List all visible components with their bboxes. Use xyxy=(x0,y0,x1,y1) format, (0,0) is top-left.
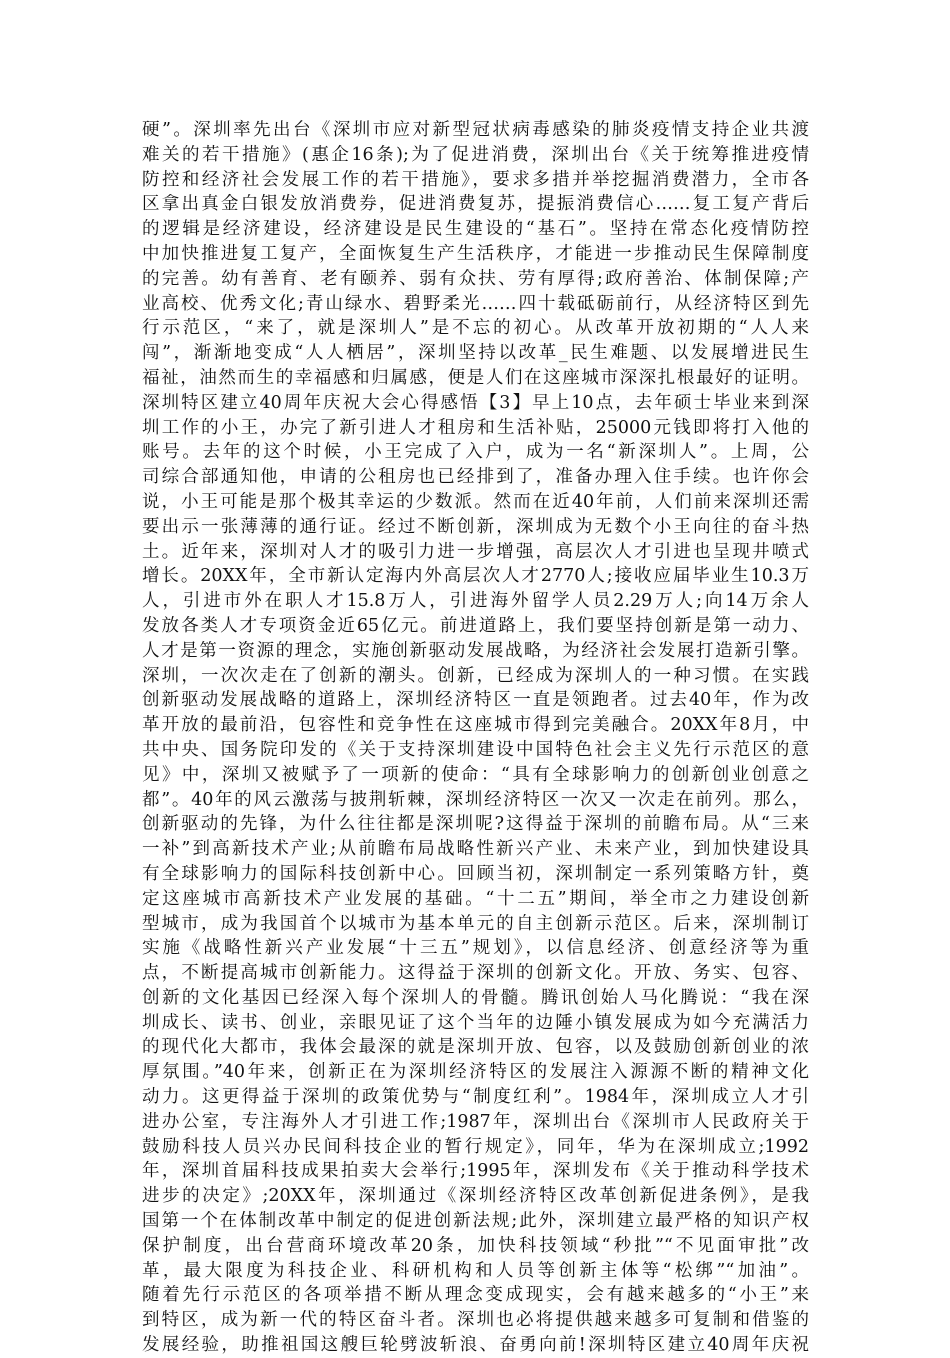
text-line: 中加快推进复工复产，全面恢复生产生活秩序，才能进一步推动民生保障制度 xyxy=(142,243,809,264)
text-line: 福祉，油然而生的幸福感和归属感，便是人们在这座城市深深扎根最好的证明。 xyxy=(142,367,809,388)
text-line: 防控和经济社会发展工作的若干措施》，要求多措并举挖掘消费潜力，全市各 xyxy=(142,169,809,190)
text-line: 进办公室，专注海外人才引进工作;1987年，深圳出台《深圳市人民政府关于 xyxy=(142,1111,809,1132)
text-line: 闯”，渐渐地变成“人人栖居”，深圳坚持以改革_民生难题、以发展增进民生 xyxy=(142,343,809,364)
text-line: 说，小王可能是那个极其幸运的少数派。然而在近40年前，人们前来深圳还需 xyxy=(142,491,809,512)
text-line: 见》中，深圳又被赋予了一项新的使命：“具有全球影响力的创新创业创意之 xyxy=(142,764,809,785)
text-line: 共中央、国务院印发的《关于支持深圳建设中国特色社会主义先行示范区的意 xyxy=(142,739,809,760)
text-line: 创新驱动的先锋，为什么往往都是深圳呢?这得益于深圳的前瞻布局。从“三来 xyxy=(142,814,809,835)
text-line: 人，引进市外在职人才15.8万人，引进海外留学人员2.29万人;向14万余人 xyxy=(142,591,809,612)
text-line: 进步的决定》;20XX年，深圳通过《深圳经济特区改革创新促进条例》，是我 xyxy=(142,1186,809,1207)
text-line: 革开放的最前沿，包容性和竞争性在这座城市得到完美融合。20XX年8月，中 xyxy=(142,715,809,736)
text-line: 动力。这更得益于深圳的政策优势与“制度红利”。1984年，深圳成立人才引 xyxy=(142,1087,809,1108)
text-line: 行示范区，“来了，就是深圳人”是不忘的初心。从改革开放初期的“人人来 xyxy=(142,318,809,339)
text-line: 深圳，一次次走在了创新的潮头。创新，已经成为深圳人的一种习惯。在实践 xyxy=(142,665,809,686)
text-line: 革，最大限度为科技企业、科研机构和人员等创新主体等“松绑”“加油”。 xyxy=(142,1260,809,1281)
text-line: 增长。20XX年，全市新认定海内外高层次人才2770人;接收应届毕业生10.3万 xyxy=(142,566,809,587)
text-line: 土。近年来，深圳对人才的吸引力进一步增强，高层次人才引进也呈现井喷式 xyxy=(142,541,809,562)
text-line: 圳工作的小王，办完了新引进人才租房和生活补贴，25000元钱即将打入他的 xyxy=(142,417,809,438)
text-line: 人才是第一资源的理念，实施创新驱动发展战略，为经济社会发展打造新引擎。 xyxy=(142,640,809,661)
text-line: 业高校、优秀文化;青山绿水、碧野柔光……四十载砥砺前行，从经济特区到先 xyxy=(142,293,809,314)
text-line: 点，不断提高城市创新能力。这得益于深圳的创新文化。开放、务实、包容、 xyxy=(142,963,809,984)
text-line: 都”。40年的风云激荡与披荆斩棘，深圳经济特区一次又一次走在前列。那么， xyxy=(142,789,809,810)
text-line: 型城市，成为我国首个以城市为基本单元的自主创新示范区。后来，深圳制订 xyxy=(142,913,809,934)
text-line: 有全球影响力的国际科技创新中心。回顾当初，深圳制定一系列策略方针，奠 xyxy=(142,863,809,884)
text-line: 随着先行示范区的各项举措不断从理念变成现实，会有越来越多的“小王”来 xyxy=(142,1285,809,1306)
text-line: 账号。去年的这个时候，小王完成了入户，成为一名“新深圳人”。上周，公 xyxy=(142,442,809,463)
text-line: 一补”到高新技术产业;从前瞻布局战略性新兴产业、未来产业，到加快建设具 xyxy=(142,839,809,860)
text-line: 发展经验，助推祖国这艘巨轮劈波斩浪、奋勇向前!深圳特区建立40周年庆祝 xyxy=(142,1335,809,1356)
text-line: 年，深圳首届科技成果拍卖大会举行;1995年，深圳发布《关于推动科学技术 xyxy=(142,1161,809,1182)
text-line: 司综合部通知他，申请的公租房也已经排到了，准备办理入住手续。也许你会 xyxy=(142,467,809,488)
text-line: 区拿出真金白银发放消费券，促进消费复苏，提振消费信心……复工复产背后 xyxy=(142,194,809,215)
text-line: 发放各类人才专项资金近65亿元。前进道路上，我们要坚持创新是第一动力、 xyxy=(142,615,809,636)
text-line: 厚氛围。”40年来，创新正在为深圳经济特区的发展注入源源不断的精神文化 xyxy=(142,1062,809,1083)
text-line: 圳成长、读书、创业，亲眼见证了这个当年的边陲小镇发展成为如今充满活力 xyxy=(142,1012,809,1033)
text-line: 创新驱动发展战略的道路上，深圳经济特区一直是领跑者。过去40年，作为改 xyxy=(142,690,809,711)
text-line: 实施《战略性新兴产业发展“十三五”规划》，以信息经济、创意经济等为重 xyxy=(142,938,809,959)
text-line: 的逻辑是经济建设，经济建设是民生建设的“基石”。坚持在常态化疫情防控 xyxy=(142,219,809,240)
text-line: 到特区，成为新一代的特区奋斗者。深圳也必将提供越来越多可复制和借鉴的 xyxy=(142,1310,809,1331)
text-line: 硬”。深圳率先出台《深圳市应对新型冠状病毒感染的肺炎疫情支持企业共渡 xyxy=(142,120,809,140)
text-line: 要出示一张薄薄的通行证。经过不断创新，深圳成为无数个小王向往的奋斗热 xyxy=(142,516,809,537)
text-line: 定这座城市高新技术产业发展的基础。“十二五”期间，举全市之力建设创新 xyxy=(142,888,809,909)
text-line: 深圳特区建立40周年庆祝大会心得感悟【3】早上10点，去年硕士毕业来到深 xyxy=(142,392,809,413)
body-text xyxy=(142,118,809,1358)
text-line: 保护制度，出台营商环境改革20条，加快科技领域“秒批”“不见面审批”改 xyxy=(142,1235,809,1256)
text-line: 国第一个在体制改革中制定的促进创新法规;此外，深圳建立最严格的知识产权 xyxy=(142,1211,809,1232)
text-line: 创新的文化基因已经深入每个深圳人的骨髓。腾讯创始人马化腾说：“我在深 xyxy=(142,987,809,1008)
text-line: 的现代化大都市，我体会最深的就是深圳开放、包容，以及鼓励创新创业的浓 xyxy=(142,1037,809,1058)
text-line: 的完善。幼有善育、老有颐养、弱有众扶、劳有厚得;政府善治、体制保障;产 xyxy=(142,268,809,289)
text-line: 难关的若干措施》(惠企16条);为了促进消费，深圳出台《关于统筹推进疫情 xyxy=(142,144,809,165)
text-line: 鼓励科技人员兴办民间科技企业的暂行规定》，同年，华为在深圳成立;1992 xyxy=(142,1136,809,1157)
